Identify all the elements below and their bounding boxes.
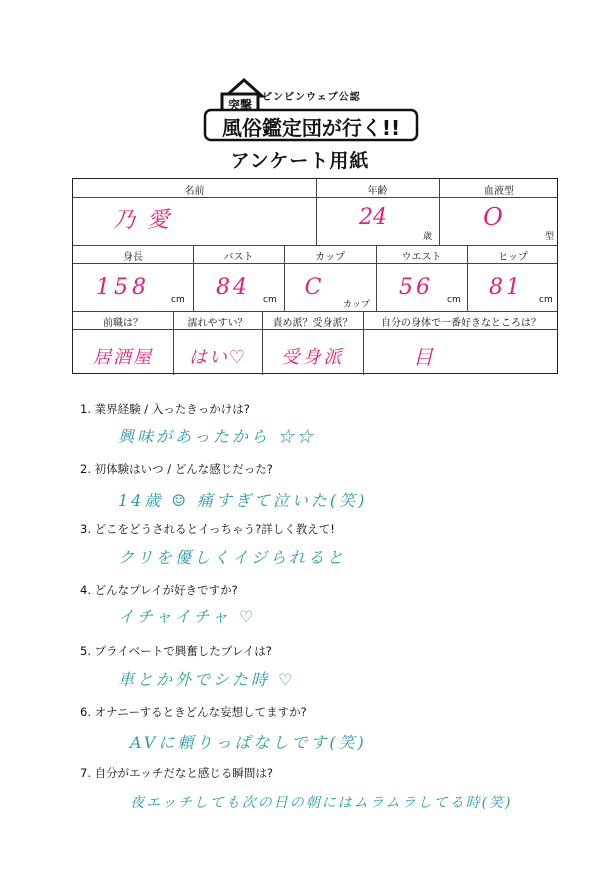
profile-table xyxy=(72,178,558,374)
question-6-label: 6. オナニーするときどんな妄想してますか? xyxy=(80,705,307,719)
cup-header: カップ xyxy=(315,252,345,263)
hip-unit: cm xyxy=(539,295,553,305)
name-value: 乃愛 xyxy=(113,208,182,233)
age-unit: 歳 xyxy=(423,232,433,242)
question-3-label: 3. どこをどうされるとイっちゃう?詳しく教えて! xyxy=(80,522,335,536)
row-divider xyxy=(73,197,557,198)
question-1-label: 1. 業界経験 / 入ったきっかけは? xyxy=(80,402,250,416)
question-2-answer: 14歳 ☺ 痛すぎて泣いた(笑) xyxy=(118,491,368,510)
question-7-answer: 夜エッチしても次の日の朝にはムラムラしてる時(笑) xyxy=(130,795,513,811)
favorite-part-header: 自分の身体で一番好きなところは？ xyxy=(381,318,541,329)
wet-value: はい♡ xyxy=(188,347,248,368)
name-header: 名前 xyxy=(184,186,205,197)
question-6-answer: AVに頼りっぱなしです(笑) xyxy=(130,733,367,752)
row-divider xyxy=(73,245,557,246)
waist-header: ウエスト xyxy=(401,252,442,263)
blood-header: 血液型 xyxy=(484,186,514,197)
bust-header: バスト xyxy=(223,252,254,263)
question-1-answer: 興味があったから ☆☆ xyxy=(118,427,316,446)
wet-header: 濡れやすい？ xyxy=(187,318,248,329)
attack-value: 受身派 xyxy=(281,347,345,368)
favorite-part-value: 目 xyxy=(413,345,433,369)
question-4-answer: イチャイチャ ♡ xyxy=(118,607,257,626)
height-header: 身長 xyxy=(123,252,143,263)
cup-value: C xyxy=(304,275,322,300)
survey-title: アンケート用紙 xyxy=(230,150,370,172)
attack-header: 責め派？受身派？ xyxy=(272,318,353,329)
hip-header: ヒップ xyxy=(498,252,528,263)
question-5-answer: 車とか外でシた時 ♡ xyxy=(118,670,296,689)
age-header: 年齢 xyxy=(367,186,388,197)
row-divider xyxy=(73,311,557,312)
age-value: 24 xyxy=(359,205,387,230)
cup-unit: カップ xyxy=(343,300,370,310)
previous-job-header: 前職は？ xyxy=(103,318,143,329)
question-3-answer: クリを優しくイジられると xyxy=(118,548,347,567)
question-7-label: 7. 自分がエッチだなと感じる瞬間は? xyxy=(80,766,273,780)
row-divider xyxy=(73,329,557,330)
logo xyxy=(0,72,600,142)
logo-subtitle: ピンピンウェブ公認 xyxy=(262,92,361,103)
question-2-label: 2. 初体験はいつ / どんな感じだった? xyxy=(80,462,273,476)
waist-value: 56 xyxy=(399,275,433,300)
bust-unit: cm xyxy=(263,295,277,305)
question-5-label: 5. プライベートで興奮したプレイは? xyxy=(80,644,272,658)
row-divider xyxy=(73,263,557,264)
waist-unit: cm xyxy=(447,295,461,305)
logo-badge: 突撃 xyxy=(227,98,252,112)
logo-title: 風俗鑑定団が行く!! xyxy=(221,116,401,140)
previous-job-value: 居酒屋 xyxy=(93,347,153,368)
bust-value: 84 xyxy=(216,275,250,300)
question-4-label: 4. どんなプレイが好きですか? xyxy=(80,583,238,597)
height-unit: cm xyxy=(171,295,185,305)
height-value: 158 xyxy=(96,275,150,300)
blood-value: O xyxy=(483,203,503,231)
hip-value: 81 xyxy=(489,275,523,300)
blood-unit: 型 xyxy=(545,232,555,242)
